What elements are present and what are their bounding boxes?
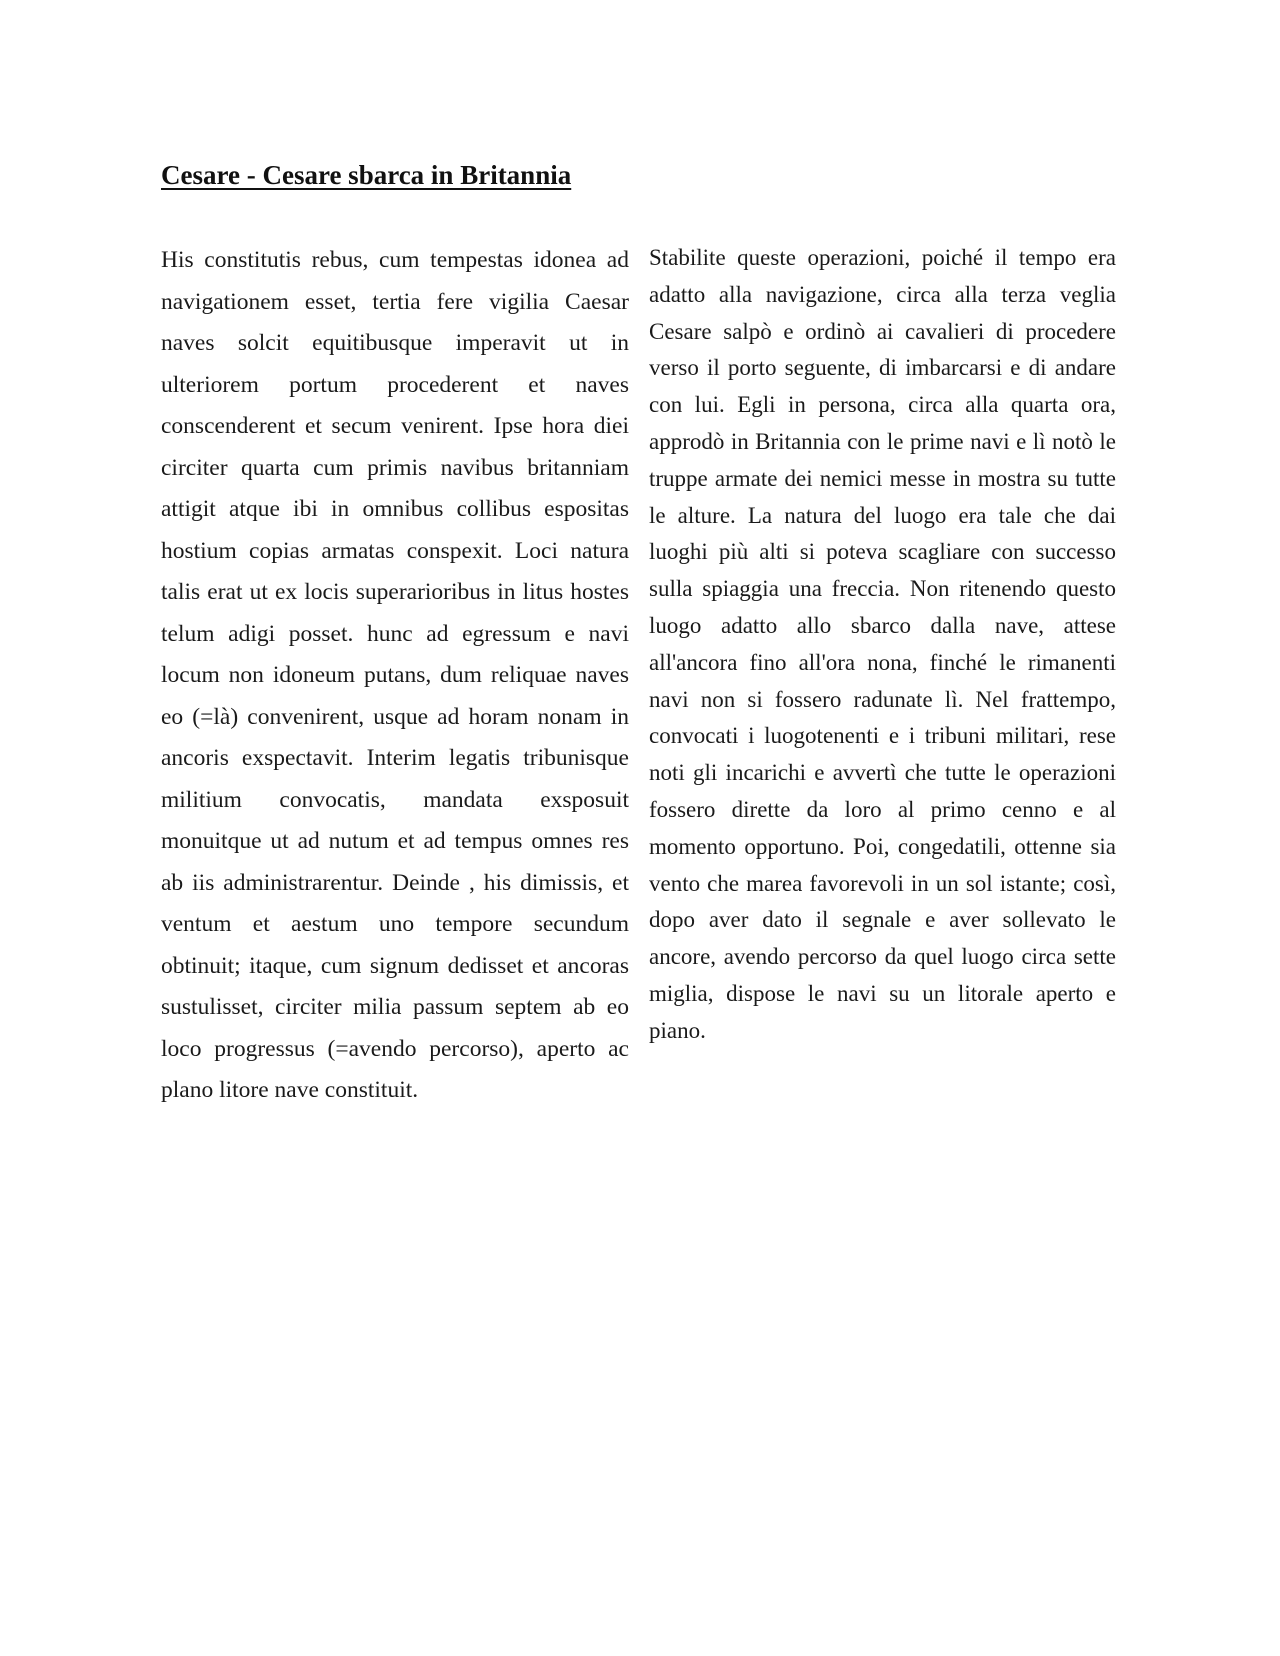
latin-text-column: His constitutis rebus, cum tempestas idonea ad navigationem esset, tertia fere vigilia Caesar naves solcit equitibusque imperavit ut in ulteriorem portum procederent et naves conscenderent et secum venirent. Ipse hora diei circiter quarta cum primis navibus britanniam attigit atque ibi in omnibus collibus espositas hostium copias armatas conspexit. Loci natura talis erat ut ex locis superarioribus in litus hostes telum adigi posset. hunc ad egressum e navi locum non idoneum putans, dum reliquae naves eo (=là) convenirent, usque ad horam nonam in ancoris exspectavit. Interim legatis tribunisque militium convocatis, mandata exsposuit monuitque ut ad nutum et ad tempus omnes res ab iis administrarentur. Deinde , his dimissis, et ventum et aestum uno tempore secundum obtinuit; itaque, cum signum dedisset et ancoras sustulisset, circiter milia passum septem ab eo loco progressus (=avendo percorso), aperto ac plano litore nave constituit. — [161, 247, 629, 1103]
italian-translation-column: Stabilite queste operazioni, poiché il tempo era adatto alla navigazione, circa alla terza veglia Cesare salpò e ordinò ai cavalieri di procedere verso il porto seguente, di imbarcarsi e di andare con lui. Egli in persona, circa alla quarta ora, approdò in Britannia con le prime navi e lì notò le truppe armate dei nemici messe in mostra su tutte le alture. La natura del luogo era tale che dai luoghi più alti si poteva scagliare con successo sulla spiaggia una freccia. Non ritenendo questo luogo adatto allo sbarco dalla nave, attese all'ancora fino all'ora nona, finché le rimanenti navi non si fossero radunate lì. Nel frattempo, convocati i luogotenenti e i tribuni militari, rese noti gli incarichi e avvertì che tutte le operazioni fossero dirette da loro al primo cenno e al momento opportuno. Poi, congedatili, ottenne sia vento che marea favorevoli in un sol istante; così, dopo aver dato il segnale e aver sollevato le ancore, avendo percorso da quel luogo circa sette miglia, dispose le navi su un litorale aperto e piano. — [649, 245, 1116, 1043]
document-title: Cesare - Cesare sbarca in Britannia — [161, 160, 572, 190]
